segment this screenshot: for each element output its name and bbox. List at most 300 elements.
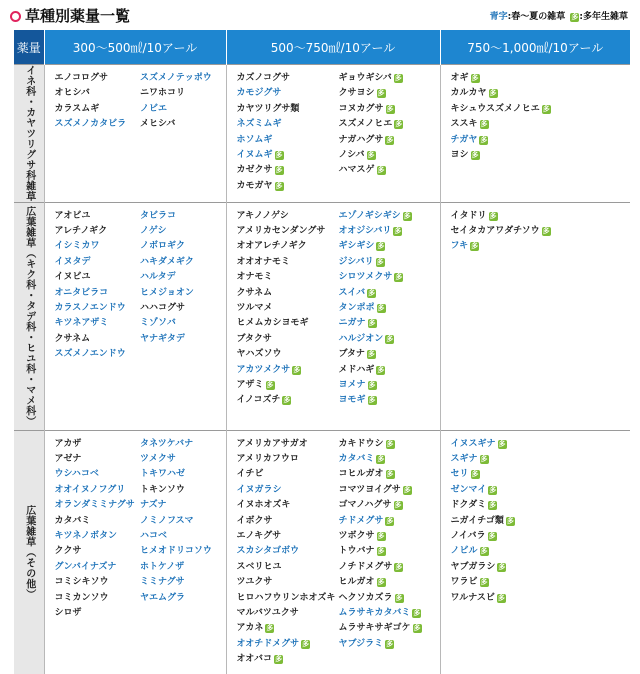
weed-item — [339, 347, 439, 362]
weed-name: スズメノカタビラ — [54, 119, 127, 130]
weed-name: ククサ — [54, 546, 82, 557]
perennial-badge-icon: 多 — [471, 151, 479, 160]
weed-item — [451, 483, 571, 498]
weed-name: アキノノゲシ — [236, 210, 289, 221]
weed-name: フキ — [450, 241, 469, 252]
weed-item — [55, 437, 141, 452]
weed-item — [339, 637, 439, 652]
perennial-badge-icon: 多 — [275, 655, 283, 664]
weed-item — [55, 224, 141, 239]
weed-item — [55, 301, 141, 316]
dose-cell — [440, 202, 630, 430]
perennial-badge-icon: 多 — [489, 89, 497, 98]
weed-name: ノゲシ — [140, 225, 167, 236]
weed-item — [237, 332, 339, 347]
weed-name: タンポポ — [338, 302, 375, 313]
weed-name: チドメグサ — [338, 515, 384, 526]
weed-name: オオアレチノギク — [236, 241, 307, 252]
category-cell — [14, 65, 44, 203]
weed-name: シロツメクサ — [338, 272, 393, 283]
weed-item — [55, 270, 141, 285]
perennial-badge-icon: 多 — [480, 120, 488, 129]
weed-name: アザミ — [236, 379, 264, 390]
weed-item — [237, 591, 339, 606]
weed-item — [339, 255, 439, 270]
weed-name: ワラビ — [450, 577, 478, 588]
weed-name: イボクサ — [236, 515, 273, 526]
weed-item — [55, 102, 141, 117]
weed-name: コヒルガオ — [338, 469, 384, 480]
legend-blue-key: 青字 — [489, 12, 508, 22]
weed-name: オヒシバ — [54, 88, 90, 99]
perennial-badge-icon: 多 — [403, 211, 411, 220]
perennial-badge-icon: 多 — [386, 439, 394, 448]
weed-list — [339, 437, 439, 668]
weed-list — [237, 437, 339, 668]
weed-item — [237, 606, 339, 621]
perennial-badge-icon: 多 — [471, 470, 479, 479]
weed-item — [237, 117, 339, 132]
weed-item — [55, 483, 141, 498]
weed-list — [339, 209, 439, 409]
weed-name: ノビエ — [140, 103, 168, 114]
perennial-badge-icon: 多 — [377, 578, 385, 587]
weed-item — [339, 163, 439, 178]
perennial-badge-icon: 多 — [542, 104, 550, 113]
perennial-badge-icon: 多 — [377, 454, 385, 463]
weed-row — [14, 65, 630, 203]
weed-item — [339, 575, 439, 590]
weed-name: アカザ — [54, 438, 82, 449]
perennial-badge-icon: 多 — [413, 608, 421, 617]
weed-item — [451, 560, 571, 575]
weed-item — [339, 514, 439, 529]
weed-name: ホソムギ — [236, 134, 273, 145]
weed-item — [237, 301, 339, 316]
weed-name: ヤナギタデ — [140, 333, 185, 344]
weed-item — [339, 286, 439, 301]
perennial-badge-icon: 多 — [266, 624, 274, 633]
weed-item — [55, 606, 141, 621]
weed-item — [237, 86, 339, 101]
weed-item — [55, 544, 141, 559]
weed-name: ドクダミ — [450, 500, 487, 511]
weed-item — [55, 347, 141, 362]
weed-name: ブタナ — [338, 349, 365, 360]
perennial-badge-icon: 多 — [489, 501, 497, 510]
perennial-badge-icon: 多 — [293, 365, 301, 374]
perennial-badge-icon: 多 — [377, 303, 385, 312]
weed-item — [339, 301, 439, 316]
weed-item — [339, 148, 439, 163]
weed-item — [451, 133, 571, 148]
weed-name: アオビユ — [54, 210, 91, 221]
dosage-table — [14, 30, 630, 674]
weed-item — [339, 117, 439, 132]
weed-item — [451, 575, 571, 590]
weed-name: アカネ — [236, 623, 264, 634]
page-header — [10, 6, 630, 28]
weed-name: ゼンマイ — [450, 484, 487, 495]
weed-name: スズメノテッポウ — [140, 73, 212, 83]
category-label: 広葉雑草（キク科・タデ科・ヒユ科・マメ科） — [23, 205, 35, 427]
weed-name: ツボクサ — [338, 530, 375, 541]
weed-item — [237, 148, 339, 163]
weed-name: グンバイナズナ — [54, 561, 117, 572]
weed-item — [140, 224, 226, 239]
weed-name: オオオナモミ — [236, 256, 290, 267]
weed-item — [55, 286, 141, 301]
perennial-badge-icon: 多 — [377, 531, 385, 540]
weed-item — [55, 86, 141, 101]
weed-name: アメリカセンダングサ — [236, 225, 326, 236]
weed-item — [237, 163, 339, 178]
weed-name: ツルマメ — [236, 302, 273, 313]
dose-cell — [440, 430, 630, 674]
weed-name: イタドリ — [450, 210, 487, 221]
perennial-badge-icon: 多 — [394, 501, 402, 510]
weed-name: トウバナ — [338, 546, 375, 557]
weed-name: スイバ — [338, 287, 366, 298]
weed-item — [140, 467, 226, 482]
perennial-badge-icon: 多 — [489, 485, 497, 494]
weed-item — [140, 71, 226, 86]
weed-name: ハコベ — [140, 530, 168, 541]
weed-item — [55, 239, 141, 254]
weed-list — [140, 437, 226, 622]
weed-item — [237, 652, 339, 667]
perennial-badge-icon: 多 — [367, 151, 375, 160]
perennial-badge-icon: 多 — [497, 593, 505, 602]
weed-item — [237, 378, 339, 393]
weed-name: アメリカアサガオ — [236, 438, 308, 449]
weed-name: コミカンソウ — [54, 592, 109, 603]
weed-name: ニガナ — [338, 318, 366, 329]
perennial-badge-icon: 多 — [386, 639, 394, 648]
weed-item — [339, 483, 439, 498]
weed-item — [339, 239, 439, 254]
weed-list — [140, 71, 226, 133]
weed-item — [237, 316, 339, 331]
perennial-badge-icon: 多 — [542, 226, 550, 235]
weed-name: オオジシバリ — [338, 225, 392, 236]
weed-item — [451, 544, 571, 559]
weed-name: カモジグサ — [236, 88, 282, 99]
weed-item — [55, 316, 141, 331]
weed-name: クサネム — [54, 333, 91, 344]
weed-item — [237, 637, 339, 652]
perennial-badge-icon: 多 — [275, 151, 283, 160]
dose-cell — [44, 202, 226, 430]
weed-item — [140, 575, 226, 590]
weed-name: ノミノフスマ — [140, 515, 194, 526]
weed-item — [140, 286, 226, 301]
weed-name: ムラサキサギゴケ — [338, 623, 411, 634]
weed-item — [237, 71, 339, 86]
weed-item — [55, 529, 141, 544]
weed-item — [140, 301, 226, 316]
weed-name: エノコログサ — [54, 73, 109, 83]
weed-name: ハハコグサ — [140, 302, 186, 313]
perennial-badge-icon: 多 — [471, 74, 479, 82]
weed-item — [55, 255, 141, 270]
weed-name: ハルタデ — [140, 272, 176, 283]
weed-item — [140, 560, 226, 575]
weed-name: ヨシ — [450, 150, 469, 161]
weed-item — [339, 467, 439, 482]
weed-item — [237, 437, 339, 452]
perennial-badge-icon: 多 — [480, 547, 488, 556]
weed-item — [237, 239, 339, 254]
weed-item — [451, 452, 571, 467]
weed-name: ナズナ — [140, 500, 167, 511]
category-label: イネ科・カヤツリグサ科雑草 — [23, 65, 35, 202]
weed-name: ニワホコリ — [140, 88, 186, 99]
perennial-badge-icon: 多 — [377, 242, 385, 251]
weed-name: ノチドメグサ — [338, 561, 393, 572]
weed-item — [140, 117, 226, 132]
perennial-badge-icon: 多 — [489, 211, 497, 220]
weed-item — [140, 270, 226, 285]
weed-name: ヨモギ — [338, 395, 366, 406]
perennial-badge-icon: 多 — [386, 135, 394, 144]
weed-name: ブタクサ — [236, 333, 272, 344]
perennial-badge-icon: 多 — [377, 365, 385, 374]
weed-name: ヒメムカシヨモギ — [236, 318, 309, 329]
weed-item — [339, 102, 439, 117]
perennial-badge-icon: 多 — [283, 396, 291, 405]
weed-item — [237, 363, 339, 378]
weed-item — [237, 560, 339, 575]
weed-item — [237, 483, 339, 498]
weed-item — [237, 179, 339, 194]
weed-row — [14, 202, 630, 430]
weed-item — [339, 270, 439, 285]
weed-name: キツネアザミ — [54, 318, 109, 329]
weed-name: ネズミムギ — [236, 119, 282, 130]
weed-item — [237, 270, 339, 285]
weed-name: オナモミ — [236, 272, 273, 283]
dose-cell — [44, 65, 226, 203]
weed-item — [55, 560, 141, 575]
perennial-badge-icon: 多 — [368, 380, 376, 389]
perennial-badge-icon: 多 — [395, 273, 403, 282]
weed-name: イヌスギナ — [450, 438, 496, 449]
weed-item — [237, 498, 339, 513]
weed-name: クサヨシ — [338, 88, 375, 99]
weed-name: ハキダメギク — [140, 256, 194, 267]
weed-name: イノコズチ — [236, 395, 281, 406]
weed-name: ホトケノザ — [140, 561, 185, 572]
weed-name: ノシバ — [338, 150, 365, 161]
category-label: 広葉雑草（その他） — [23, 504, 35, 600]
weed-item — [55, 452, 141, 467]
weed-name: ミミナグサ — [140, 577, 185, 588]
legend — [490, 10, 628, 24]
weed-row — [14, 430, 630, 674]
weed-item — [339, 393, 439, 408]
weed-name: シロザ — [54, 607, 82, 618]
weed-name: ヤブジラミ — [338, 638, 384, 649]
weed-item — [140, 332, 226, 347]
perennial-badge-icon: 多 — [367, 350, 375, 359]
perennial-badge-icon: 多 — [480, 135, 488, 144]
weed-item — [237, 102, 339, 117]
perennial-badge-icon: 多 — [506, 516, 514, 525]
weed-list — [55, 71, 141, 133]
weed-name: ノボロギク — [140, 241, 186, 252]
weed-item — [55, 209, 141, 224]
weed-name: クサネム — [236, 287, 273, 298]
weed-name: ヒルガオ — [338, 577, 375, 588]
perennial-badge-icon: 多 — [377, 89, 385, 98]
weed-item — [339, 133, 439, 148]
weed-name: ヨメナ — [338, 379, 366, 390]
circle-icon — [10, 11, 21, 22]
perennial-badge-icon: 多 — [471, 242, 479, 251]
perennial-badge-icon: 多 — [386, 104, 394, 113]
weed-name: スズメノヒエ — [338, 119, 393, 130]
weed-item — [339, 316, 439, 331]
perennial-badge-icon: 多 — [488, 531, 496, 540]
weed-item — [451, 529, 571, 544]
weed-list — [451, 71, 571, 163]
weed-name: イシミカワ — [54, 241, 100, 252]
weed-item — [55, 467, 141, 482]
weed-name: オオバコ — [236, 654, 273, 665]
weed-item — [55, 117, 141, 132]
weed-item — [451, 86, 571, 101]
weed-item — [140, 498, 226, 513]
weed-item — [237, 621, 339, 636]
weed-name: キツネノボタン — [54, 530, 118, 541]
weed-item — [237, 224, 339, 239]
weed-item — [237, 467, 339, 482]
weed-item — [339, 86, 439, 101]
weed-item — [339, 363, 439, 378]
perennial-badge-icon: 多 — [368, 396, 376, 405]
weed-name: ハマスゲ — [338, 165, 375, 176]
weed-name: カタバミ — [338, 453, 375, 464]
weed-name: セリ — [450, 469, 469, 480]
weed-name: オオチドメグサ — [236, 638, 300, 649]
perennial-badge-icon: 多 — [266, 380, 274, 389]
weed-item — [237, 133, 339, 148]
weed-item — [339, 621, 439, 636]
weed-name: カキドウシ — [338, 438, 384, 449]
perennial-badge-icon: 多 — [480, 454, 488, 463]
weed-name: カラスムギ — [54, 103, 100, 114]
weed-name: イチビ — [236, 469, 264, 480]
weed-list — [140, 209, 226, 363]
weed-list — [451, 209, 571, 255]
weed-name: ヒロハフウリンホオズキ — [236, 592, 336, 603]
weed-item — [237, 452, 339, 467]
weed-name: オオイヌノフグリ — [54, 484, 126, 495]
weed-name: カモガヤ — [236, 180, 273, 191]
perennial-badge-icon: 多 — [386, 334, 394, 343]
perennial-badge-icon: 多 — [395, 562, 403, 571]
weed-item — [451, 71, 571, 86]
weed-name: カルカヤ — [450, 88, 487, 99]
weed-item — [140, 452, 226, 467]
weed-item — [140, 255, 226, 270]
weed-item — [140, 437, 226, 452]
perennial-badge-icon: 多 — [394, 226, 402, 235]
weed-name: イヌビユ — [54, 272, 91, 283]
weed-name: メドハギ — [338, 364, 375, 375]
weed-item — [339, 544, 439, 559]
weed-name: ヤエムグラ — [140, 592, 186, 603]
weed-name: ムラサキカタバミ — [338, 607, 411, 618]
weed-name: ジシバリ — [338, 256, 374, 267]
header-dose-low: 300～500㎖/10アール — [44, 30, 226, 65]
weed-name: セイタカアワダチソウ — [450, 225, 540, 236]
weed-list — [55, 437, 141, 622]
weed-item — [451, 467, 571, 482]
weed-name: スベリヒユ — [236, 561, 282, 572]
weed-item — [55, 332, 141, 347]
dose-cell — [226, 430, 440, 674]
perennial-badge-icon: 多 — [376, 257, 384, 266]
weed-item — [237, 529, 339, 544]
weed-item — [339, 606, 439, 621]
weed-name: イヌガラシ — [236, 484, 282, 495]
weed-item — [451, 148, 571, 163]
weed-name: スカシタゴボウ — [236, 546, 300, 557]
weed-name: ウシハコベ — [54, 469, 99, 480]
dose-cell — [440, 65, 630, 203]
weed-name: トキワハゼ — [140, 469, 186, 480]
weed-name: ヒメジョオン — [140, 287, 194, 298]
weed-name: カゼクサ — [236, 165, 273, 176]
weed-name: イヌムギ — [236, 150, 273, 161]
perennial-badge-icon: 多 — [480, 578, 488, 587]
weed-list — [55, 209, 141, 363]
weed-name: コヌカグサ — [338, 103, 384, 114]
weed-item — [339, 498, 439, 513]
weed-item — [339, 378, 439, 393]
weed-name: オギ — [450, 73, 469, 83]
weed-item — [339, 452, 439, 467]
perennial-badge-icon: 多 — [386, 470, 394, 479]
weed-name: カラスノエンドウ — [54, 302, 126, 313]
weed-item — [237, 575, 339, 590]
weed-name: チガヤ — [450, 134, 478, 145]
weed-item — [140, 86, 226, 101]
weed-name: ヤハズソウ — [236, 349, 282, 360]
weed-item — [451, 102, 571, 117]
category-cell — [14, 202, 44, 430]
weed-item — [140, 316, 226, 331]
weed-name: カズノコグサ — [236, 73, 291, 83]
weed-name: ヤブガラシ — [450, 561, 496, 572]
weed-item — [451, 239, 571, 254]
weed-item — [451, 209, 571, 224]
perennial-badge-icon: 多 — [302, 639, 310, 648]
weed-name: カヤツリグサ類 — [236, 103, 300, 114]
perennial-badge-icon: 多 — [275, 166, 283, 175]
weed-name: ニガイチゴ類 — [450, 515, 504, 526]
weed-name: タネツケバナ — [140, 438, 194, 449]
weed-name: タビラコ — [140, 210, 177, 221]
weed-name: カタバミ — [54, 515, 91, 526]
weed-item — [55, 575, 141, 590]
weed-item — [339, 560, 439, 575]
weed-item — [55, 498, 141, 513]
weed-item — [339, 224, 439, 239]
perennial-badge-icon: 多 — [377, 166, 385, 175]
